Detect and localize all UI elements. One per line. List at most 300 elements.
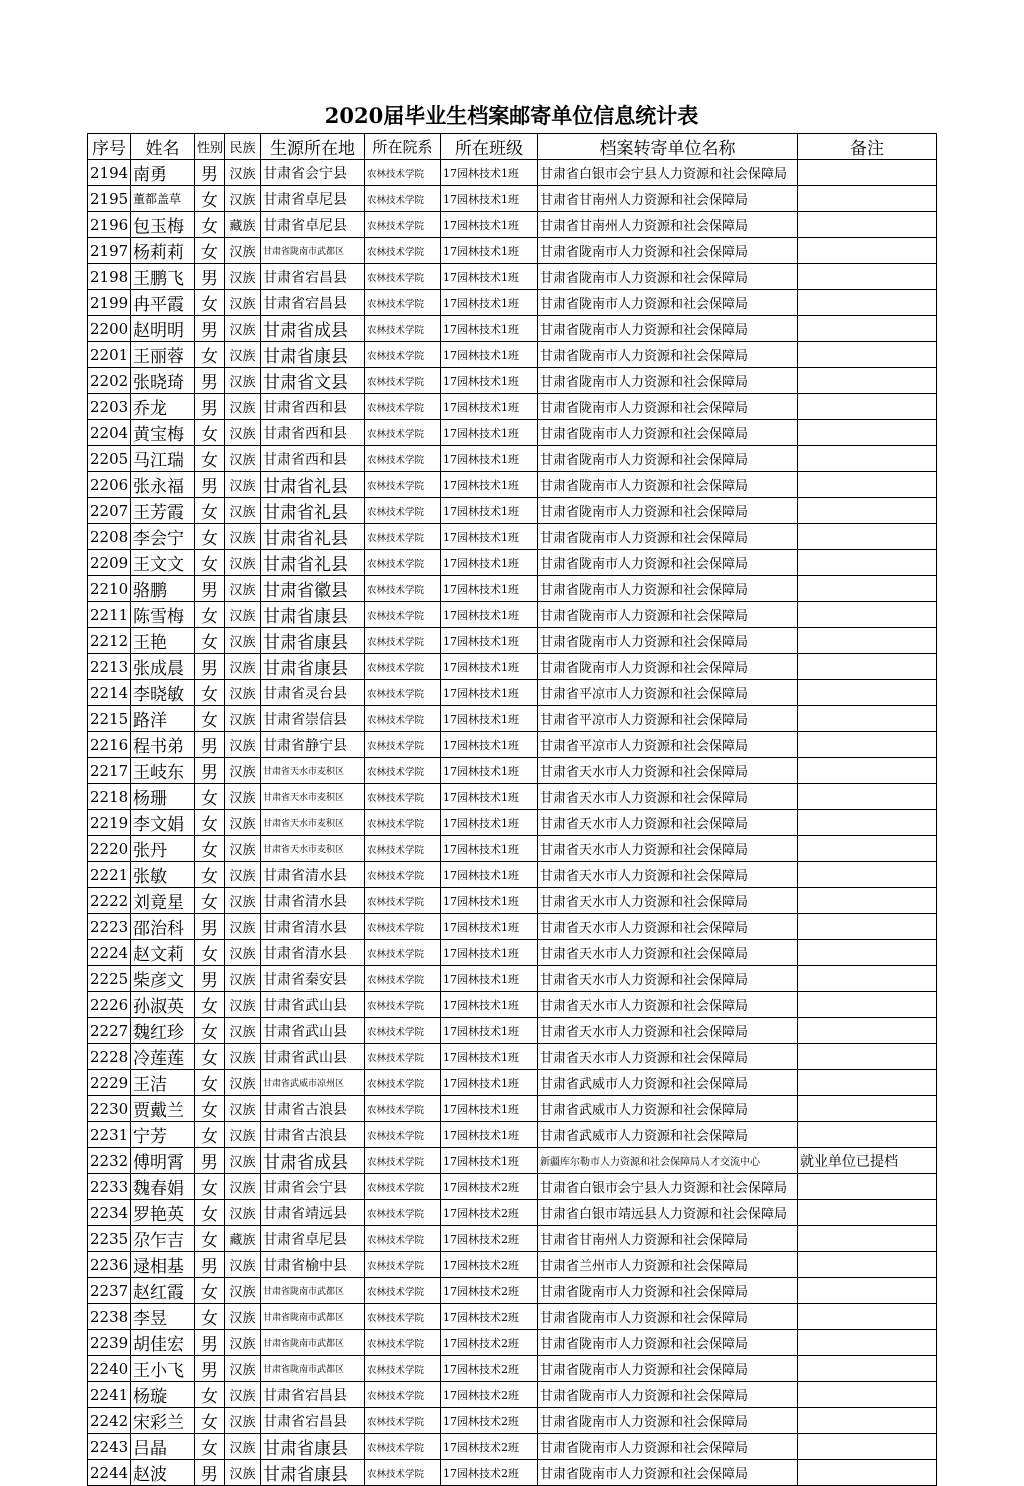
cell-remarks — [798, 602, 937, 628]
cell-archive-unit: 甘肃省陇南市人力资源和社会保障局 — [538, 524, 798, 550]
cell-ethnicity: 汉族 — [225, 914, 261, 940]
cell-ethnicity: 汉族 — [225, 1434, 261, 1460]
cell-name: 赵文莉 — [131, 940, 195, 966]
cell-name: 刘竟星 — [131, 888, 195, 914]
cell-origin: 甘肃省卓尼县 — [261, 1226, 365, 1252]
cell-ethnicity: 汉族 — [225, 186, 261, 212]
cell-class: 17园林技术1班 — [441, 810, 538, 836]
cell-name: 王鹏飞 — [131, 264, 195, 290]
cell-name: 李昱 — [131, 1304, 195, 1330]
cell-department: 农林技术学院 — [365, 732, 441, 758]
cell-sex: 男 — [195, 160, 225, 186]
cell-archive-unit: 甘肃省陇南市人力资源和社会保障局 — [538, 654, 798, 680]
cell-archive-unit: 甘肃省白银市靖远县人力资源和社会保障局 — [538, 1200, 798, 1226]
cell-archive-unit: 新疆库尔勒市人力资源和社会保障局人才交流中心 — [538, 1148, 798, 1174]
cell-no: 2205 — [88, 446, 131, 472]
cell-name: 冉平霞 — [131, 290, 195, 316]
cell-class: 17园林技术1班 — [441, 966, 538, 992]
cell-name: 张敏 — [131, 862, 195, 888]
cell-archive-unit: 甘肃省陇南市人力资源和社会保障局 — [538, 264, 798, 290]
cell-remarks — [798, 1330, 937, 1356]
cell-origin: 甘肃省西和县 — [261, 446, 365, 472]
cell-archive-unit: 甘肃省陇南市人力资源和社会保障局 — [538, 498, 798, 524]
cell-no: 2194 — [88, 160, 131, 186]
cell-origin: 甘肃省天水市麦积区 — [261, 784, 365, 810]
cell-origin: 甘肃省灵台县 — [261, 680, 365, 706]
cell-class: 17园林技术2班 — [441, 1356, 538, 1382]
table-row — [88, 888, 937, 914]
cell-no: 2219 — [88, 810, 131, 836]
cell-department: 农林技术学院 — [365, 914, 441, 940]
cell-ethnicity: 汉族 — [225, 1070, 261, 1096]
cell-no: 2242 — [88, 1408, 131, 1434]
cell-sex: 男 — [195, 732, 225, 758]
cell-remarks — [798, 446, 937, 472]
cell-origin: 甘肃省清水县 — [261, 914, 365, 940]
cell-origin: 甘肃省天水市麦积区 — [261, 836, 365, 862]
table-row — [88, 1252, 937, 1278]
cell-sex: 女 — [195, 1070, 225, 1096]
cell-name: 尕乍吉 — [131, 1226, 195, 1252]
cell-origin: 甘肃省陇南市武都区 — [261, 1356, 365, 1382]
table-row — [88, 1278, 937, 1304]
cell-department: 农林技术学院 — [365, 368, 441, 394]
table-row — [88, 420, 937, 446]
table-row — [88, 862, 937, 888]
cell-department: 农林技术学院 — [365, 420, 441, 446]
cell-no: 2230 — [88, 1096, 131, 1122]
table-row — [88, 1044, 937, 1070]
cell-no: 2238 — [88, 1304, 131, 1330]
cell-sex: 女 — [195, 238, 225, 264]
cell-ethnicity: 汉族 — [225, 472, 261, 498]
cell-sex: 男 — [195, 1252, 225, 1278]
header-name: 姓名 — [131, 134, 195, 160]
table-row — [88, 394, 937, 420]
cell-department: 农林技术学院 — [365, 238, 441, 264]
cell-remarks — [798, 836, 937, 862]
cell-sex: 女 — [195, 1122, 225, 1148]
cell-name: 程书弟 — [131, 732, 195, 758]
cell-department: 农林技术学院 — [365, 550, 441, 576]
cell-sex: 男 — [195, 368, 225, 394]
cell-origin: 甘肃省宕昌县 — [261, 1382, 365, 1408]
cell-department: 农林技术学院 — [365, 1356, 441, 1382]
cell-class: 17园林技术1班 — [441, 784, 538, 810]
cell-origin: 甘肃省西和县 — [261, 420, 365, 446]
cell-no: 2203 — [88, 394, 131, 420]
cell-ethnicity: 汉族 — [225, 368, 261, 394]
cell-class: 17园林技术1班 — [441, 342, 538, 368]
cell-archive-unit: 甘肃省天水市人力资源和社会保障局 — [538, 784, 798, 810]
cell-ethnicity: 汉族 — [225, 1382, 261, 1408]
cell-class: 17园林技术2班 — [441, 1434, 538, 1460]
cell-class: 17园林技术1班 — [441, 186, 538, 212]
cell-origin: 甘肃省宕昌县 — [261, 264, 365, 290]
table-row — [88, 1148, 937, 1174]
cell-archive-unit: 甘肃省陇南市人力资源和社会保障局 — [538, 1408, 798, 1434]
header-origin: 生源所在地 — [261, 134, 365, 160]
cell-origin: 甘肃省清水县 — [261, 862, 365, 888]
cell-class: 17园林技术1班 — [441, 602, 538, 628]
cell-remarks — [798, 862, 937, 888]
cell-remarks — [798, 1434, 937, 1460]
cell-sex: 男 — [195, 914, 225, 940]
table-row — [88, 810, 937, 836]
cell-no: 2232 — [88, 1148, 131, 1174]
cell-department: 农林技术学院 — [365, 1174, 441, 1200]
cell-no: 2214 — [88, 680, 131, 706]
cell-sex: 女 — [195, 1018, 225, 1044]
cell-no: 2228 — [88, 1044, 131, 1070]
cell-archive-unit: 甘肃省天水市人力资源和社会保障局 — [538, 914, 798, 940]
cell-no: 2207 — [88, 498, 131, 524]
cell-class: 17园林技术1班 — [441, 940, 538, 966]
cell-name: 赵波 — [131, 1460, 195, 1486]
cell-sex: 女 — [195, 1278, 225, 1304]
cell-origin: 甘肃省武山县 — [261, 1018, 365, 1044]
cell-sex: 男 — [195, 1148, 225, 1174]
cell-remarks — [798, 758, 937, 784]
table-row — [88, 1096, 937, 1122]
cell-remarks — [798, 1408, 937, 1434]
cell-department: 农林技术学院 — [365, 472, 441, 498]
cell-department: 农林技术学院 — [365, 1330, 441, 1356]
cell-remarks — [798, 966, 937, 992]
cell-sex: 男 — [195, 758, 225, 784]
cell-class: 17园林技术1班 — [441, 576, 538, 602]
cell-ethnicity: 汉族 — [225, 836, 261, 862]
cell-name: 黄宝梅 — [131, 420, 195, 446]
cell-no: 2216 — [88, 732, 131, 758]
cell-no: 2221 — [88, 862, 131, 888]
cell-remarks — [798, 1252, 937, 1278]
cell-ethnicity: 汉族 — [225, 1096, 261, 1122]
cell-archive-unit: 甘肃省平凉市人力资源和社会保障局 — [538, 732, 798, 758]
cell-class: 17园林技术1班 — [441, 420, 538, 446]
cell-remarks — [798, 1070, 937, 1096]
cell-archive-unit: 甘肃省天水市人力资源和社会保障局 — [538, 966, 798, 992]
cell-ethnicity: 汉族 — [225, 238, 261, 264]
table-row — [88, 524, 937, 550]
cell-class: 17园林技术1班 — [441, 1044, 538, 1070]
cell-name: 路洋 — [131, 706, 195, 732]
table-row — [88, 680, 937, 706]
cell-origin: 甘肃省清水县 — [261, 940, 365, 966]
cell-ethnicity: 汉族 — [225, 602, 261, 628]
cell-department: 农林技术学院 — [365, 654, 441, 680]
cell-sex: 女 — [195, 1200, 225, 1226]
cell-sex: 男 — [195, 264, 225, 290]
cell-department: 农林技术学院 — [365, 1044, 441, 1070]
cell-class: 17园林技术1班 — [441, 550, 538, 576]
table-row — [88, 836, 937, 862]
cell-name: 王艳 — [131, 628, 195, 654]
cell-sex: 女 — [195, 1226, 225, 1252]
cell-sex: 男 — [195, 1330, 225, 1356]
table-row — [88, 212, 937, 238]
cell-class: 17园林技术1班 — [441, 524, 538, 550]
cell-origin: 甘肃省榆中县 — [261, 1252, 365, 1278]
cell-no: 2220 — [88, 836, 131, 862]
cell-origin: 甘肃省清水县 — [261, 888, 365, 914]
cell-name: 南勇 — [131, 160, 195, 186]
cell-origin: 甘肃省陇南市武都区 — [261, 1304, 365, 1330]
cell-ethnicity: 汉族 — [225, 940, 261, 966]
cell-class: 17园林技术1班 — [441, 1070, 538, 1096]
cell-name: 王丽蓉 — [131, 342, 195, 368]
cell-no: 2218 — [88, 784, 131, 810]
cell-origin: 甘肃省康县 — [261, 342, 365, 368]
archive-table — [87, 133, 937, 1486]
cell-class: 17园林技术1班 — [441, 1018, 538, 1044]
cell-department: 农林技术学院 — [365, 264, 441, 290]
cell-class: 17园林技术1班 — [441, 862, 538, 888]
cell-archive-unit: 甘肃省陇南市人力资源和社会保障局 — [538, 602, 798, 628]
table-row — [88, 706, 937, 732]
table-row — [88, 1226, 937, 1252]
cell-class: 17园林技术1班 — [441, 1122, 538, 1148]
cell-ethnicity: 汉族 — [225, 524, 261, 550]
cell-remarks — [798, 1122, 937, 1148]
cell-remarks — [798, 394, 937, 420]
table-row — [88, 1356, 937, 1382]
cell-class: 17园林技术2班 — [441, 1252, 538, 1278]
table-row — [88, 472, 937, 498]
cell-ethnicity: 汉族 — [225, 1408, 261, 1434]
cell-class: 17园林技术1班 — [441, 264, 538, 290]
cell-origin: 甘肃省静宁县 — [261, 732, 365, 758]
cell-archive-unit: 甘肃省陇南市人力资源和社会保障局 — [538, 550, 798, 576]
cell-remarks — [798, 810, 937, 836]
cell-department: 农林技术学院 — [365, 212, 441, 238]
cell-remarks — [798, 212, 937, 238]
cell-archive-unit: 甘肃省陇南市人力资源和社会保障局 — [538, 472, 798, 498]
cell-class: 17园林技术1班 — [441, 472, 538, 498]
cell-department: 农林技术学院 — [365, 186, 441, 212]
cell-origin: 甘肃省古浪县 — [261, 1096, 365, 1122]
cell-name: 张成晨 — [131, 654, 195, 680]
cell-no: 2210 — [88, 576, 131, 602]
cell-name: 柴彦文 — [131, 966, 195, 992]
cell-name: 杨珊 — [131, 784, 195, 810]
cell-sex: 女 — [195, 290, 225, 316]
cell-no: 2227 — [88, 1018, 131, 1044]
cell-archive-unit: 甘肃省天水市人力资源和社会保障局 — [538, 940, 798, 966]
cell-no: 2208 — [88, 524, 131, 550]
table-row — [88, 654, 937, 680]
cell-no: 2244 — [88, 1460, 131, 1486]
cell-department: 农林技术学院 — [365, 1382, 441, 1408]
cell-department: 农林技术学院 — [365, 1096, 441, 1122]
table-row — [88, 576, 937, 602]
cell-class: 17园林技术2班 — [441, 1278, 538, 1304]
cell-department: 农林技术学院 — [365, 1148, 441, 1174]
cell-archive-unit: 甘肃省天水市人力资源和社会保障局 — [538, 888, 798, 914]
cell-no: 2209 — [88, 550, 131, 576]
cell-sex: 女 — [195, 1408, 225, 1434]
cell-sex: 女 — [195, 810, 225, 836]
cell-class: 17园林技术1班 — [441, 238, 538, 264]
header-sex: 性别 — [195, 134, 225, 160]
cell-sex: 女 — [195, 186, 225, 212]
cell-sex: 女 — [195, 550, 225, 576]
cell-origin: 甘肃省会宁县 — [261, 1174, 365, 1200]
cell-ethnicity: 藏族 — [225, 212, 261, 238]
cell-class: 17园林技术1班 — [441, 498, 538, 524]
cell-archive-unit: 甘肃省陇南市人力资源和社会保障局 — [538, 576, 798, 602]
cell-origin: 甘肃省天水市麦积区 — [261, 758, 365, 784]
cell-remarks — [798, 550, 937, 576]
table-row — [88, 1330, 937, 1356]
cell-origin: 甘肃省古浪县 — [261, 1122, 365, 1148]
cell-origin: 甘肃省武山县 — [261, 992, 365, 1018]
header-no: 序号 — [88, 134, 131, 160]
cell-archive-unit: 甘肃省陇南市人力资源和社会保障局 — [538, 1382, 798, 1408]
cell-origin: 甘肃省西和县 — [261, 394, 365, 420]
cell-archive-unit: 甘肃省天水市人力资源和社会保障局 — [538, 1018, 798, 1044]
cell-no: 2241 — [88, 1382, 131, 1408]
cell-ethnicity: 汉族 — [225, 576, 261, 602]
cell-origin: 甘肃省礼县 — [261, 472, 365, 498]
cell-remarks — [798, 1460, 937, 1486]
cell-department: 农林技术学院 — [365, 1200, 441, 1226]
cell-name: 傅明霄 — [131, 1148, 195, 1174]
cell-archive-unit: 甘肃省陇南市人力资源和社会保障局 — [538, 1356, 798, 1382]
cell-ethnicity: 汉族 — [225, 992, 261, 1018]
cell-ethnicity: 汉族 — [225, 1304, 261, 1330]
cell-class: 17园林技术1班 — [441, 680, 538, 706]
cell-archive-unit: 甘肃省甘南州人力资源和社会保障局 — [538, 186, 798, 212]
cell-archive-unit: 甘肃省陇南市人力资源和社会保障局 — [538, 420, 798, 446]
cell-name: 孙淑英 — [131, 992, 195, 1018]
cell-sex: 女 — [195, 420, 225, 446]
cell-ethnicity: 汉族 — [225, 1174, 261, 1200]
cell-origin: 甘肃省天水市麦积区 — [261, 810, 365, 836]
cell-archive-unit: 甘肃省陇南市人力资源和社会保障局 — [538, 1330, 798, 1356]
header-class: 所在班级 — [441, 134, 538, 160]
cell-sex: 女 — [195, 342, 225, 368]
cell-department: 农林技术学院 — [365, 1434, 441, 1460]
cell-remarks — [798, 1018, 937, 1044]
cell-remarks — [798, 1304, 937, 1330]
cell-sex: 男 — [195, 1460, 225, 1486]
cell-ethnicity: 汉族 — [225, 1122, 261, 1148]
cell-ethnicity: 汉族 — [225, 1044, 261, 1070]
cell-department: 农林技术学院 — [365, 784, 441, 810]
cell-no: 2196 — [88, 212, 131, 238]
cell-name: 王小飞 — [131, 1356, 195, 1382]
table-row — [88, 1382, 937, 1408]
cell-class: 17园林技术1班 — [441, 732, 538, 758]
cell-archive-unit: 甘肃省天水市人力资源和社会保障局 — [538, 836, 798, 862]
cell-ethnicity: 汉族 — [225, 290, 261, 316]
cell-remarks — [798, 264, 937, 290]
cell-remarks — [798, 1044, 937, 1070]
cell-sex: 女 — [195, 836, 225, 862]
cell-no: 2222 — [88, 888, 131, 914]
header-archive-unit: 档案转寄单位名称 — [538, 134, 798, 160]
cell-department: 农林技术学院 — [365, 1304, 441, 1330]
cell-department: 农林技术学院 — [365, 1018, 441, 1044]
cell-ethnicity: 汉族 — [225, 1356, 261, 1382]
cell-archive-unit: 甘肃省甘南州人力资源和社会保障局 — [538, 1226, 798, 1252]
cell-department: 农林技术学院 — [365, 966, 441, 992]
cell-ethnicity: 汉族 — [225, 862, 261, 888]
cell-remarks — [798, 290, 937, 316]
cell-archive-unit: 甘肃省白银市会宁县人力资源和社会保障局 — [538, 1174, 798, 1200]
table-row — [88, 498, 937, 524]
cell-ethnicity: 汉族 — [225, 264, 261, 290]
cell-remarks — [798, 1174, 937, 1200]
cell-name: 赵明明 — [131, 316, 195, 342]
cell-archive-unit: 甘肃省天水市人力资源和社会保障局 — [538, 992, 798, 1018]
cell-department: 农林技术学院 — [365, 1122, 441, 1148]
cell-department: 农林技术学院 — [365, 160, 441, 186]
cell-class: 17园林技术1班 — [441, 628, 538, 654]
cell-archive-unit: 甘肃省陇南市人力资源和社会保障局 — [538, 394, 798, 420]
cell-remarks — [798, 498, 937, 524]
cell-remarks — [798, 342, 937, 368]
cell-name: 骆鹏 — [131, 576, 195, 602]
cell-no: 2240 — [88, 1356, 131, 1382]
cell-sex: 女 — [195, 446, 225, 472]
cell-department: 农林技术学院 — [365, 1278, 441, 1304]
cell-archive-unit: 甘肃省天水市人力资源和社会保障局 — [538, 810, 798, 836]
cell-name: 董都盖草 — [131, 186, 195, 212]
cell-ethnicity: 汉族 — [225, 628, 261, 654]
cell-ethnicity: 汉族 — [225, 680, 261, 706]
cell-sex: 男 — [195, 966, 225, 992]
cell-no: 2201 — [88, 342, 131, 368]
table-row — [88, 602, 937, 628]
cell-no: 2243 — [88, 1434, 131, 1460]
cell-class: 17园林技术2班 — [441, 1200, 538, 1226]
cell-department: 农林技术学院 — [365, 628, 441, 654]
table-row — [88, 368, 937, 394]
cell-ethnicity: 汉族 — [225, 316, 261, 342]
cell-archive-unit: 甘肃省陇南市人力资源和社会保障局 — [538, 368, 798, 394]
cell-no: 2198 — [88, 264, 131, 290]
cell-sex: 女 — [195, 1096, 225, 1122]
page-title: 2020届毕业生档案邮寄单位信息统计表 — [324, 103, 699, 128]
table-row — [88, 1122, 937, 1148]
cell-department: 农林技术学院 — [365, 992, 441, 1018]
cell-ethnicity: 汉族 — [225, 1148, 261, 1174]
cell-ethnicity: 汉族 — [225, 1252, 261, 1278]
cell-sex: 女 — [195, 940, 225, 966]
table-row — [88, 966, 937, 992]
table-row — [88, 290, 937, 316]
cell-sex: 女 — [195, 706, 225, 732]
cell-archive-unit: 甘肃省平凉市人力资源和社会保障局 — [538, 706, 798, 732]
cell-archive-unit: 甘肃省白银市会宁县人力资源和社会保障局 — [538, 160, 798, 186]
cell-class: 17园林技术1班 — [441, 914, 538, 940]
cell-no: 2200 — [88, 316, 131, 342]
cell-class: 17园林技术1班 — [441, 446, 538, 472]
cell-remarks — [798, 628, 937, 654]
table-row — [88, 784, 937, 810]
cell-class: 17园林技术1班 — [441, 1096, 538, 1122]
table-row — [88, 238, 937, 264]
cell-sex: 女 — [195, 992, 225, 1018]
table-row — [88, 1174, 937, 1200]
cell-department: 农林技术学院 — [365, 602, 441, 628]
cell-origin: 甘肃省康县 — [261, 1460, 365, 1486]
cell-class: 17园林技术1班 — [441, 836, 538, 862]
cell-no: 2217 — [88, 758, 131, 784]
cell-archive-unit: 甘肃省陇南市人力资源和社会保障局 — [538, 1304, 798, 1330]
